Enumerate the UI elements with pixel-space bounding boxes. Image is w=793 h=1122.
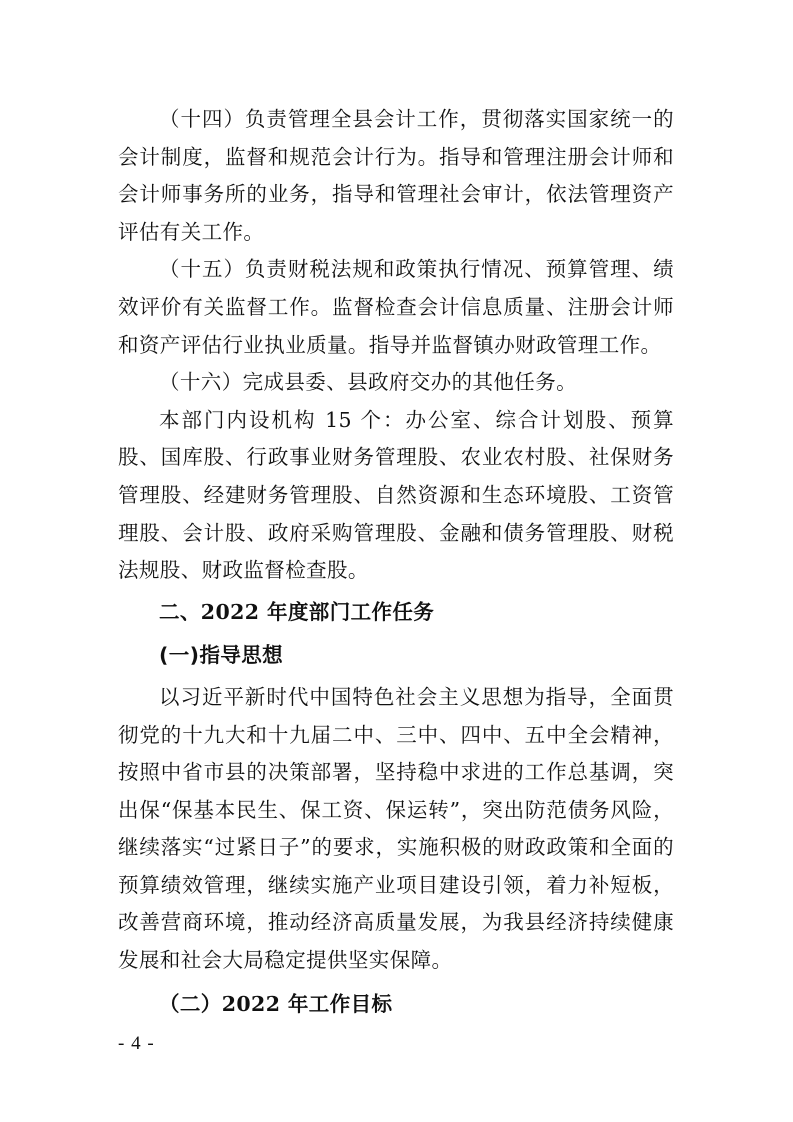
section-heading-tasks: 二、2022 年度部门工作任务 <box>159 599 435 624</box>
subsection-heading-work-goals: （二）2022 年工作目标 <box>159 991 393 1016</box>
paragraph-duty-15: （十五）负责财税法规和政策执行情况、预算管理、绩效评价有关监督工作。监督检查会计信息质量、注册会计师和资产评估行业执业质量。指导并监督镇办财政管理工作。 <box>118 257 674 357</box>
page-number: - 4 - <box>118 1033 155 1054</box>
page-content <box>118 101 674 1023</box>
paragraph-guiding-thought: 以习近平新时代中国特色社会主义思想为指导，全面贯彻党的十九大和十九届二中、三中、四中、五中全会精神，按照中省市县的决策部署，坚持稳中求进的工作总基调，突出保“保基本民生、保工资、保运转”，突出防范债务风险，继续落实“过紧日子”的要求，实施积极的财政政策和全面的预算绩效管理，继续实施产业项目建设引领，着力补短板，改善营商环境，推动经济高质量发展，为我县经济持续健康发展和社会大局稳定提供坚实保障。 <box>118 684 674 973</box>
subsection-heading-guiding-thought: (一)指导思想 <box>159 643 284 668</box>
paragraph-duty-16: （十六）完成县委、县政府交办的其他任务。 <box>159 370 577 395</box>
paragraph-institutions: 本部门内设机构 15 个：办公室、综合计划股、预算股、国库股、行政事业财务管理股、农业农村股、社保财务管理股、经建财务管理股、自然资源和生态环境股、工资管理股、会计股、政府采购管理股、金融和债务管理股、财税法规股、财政监督检查股。 <box>118 407 674 583</box>
paragraph-duty-14: （十四）负责管理全县会计工作，贯彻落实国家统一的会计制度，监督和规范会计行为。指导和管理注册会计师和会计师事务所的业务，指导和管理社会审计，依法管理资产评估有关工作。 <box>118 107 674 244</box>
